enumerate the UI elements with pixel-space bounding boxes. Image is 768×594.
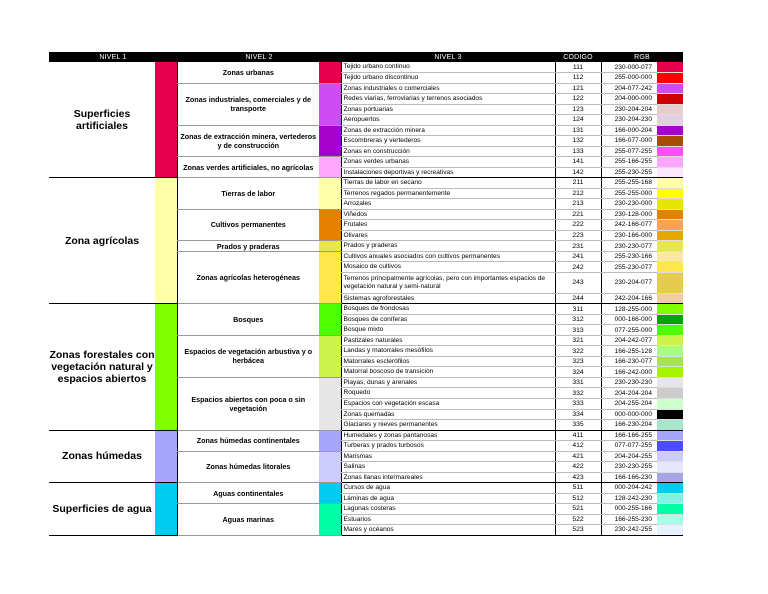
color-swatch [657,230,683,241]
nivel3-label: Zonas de extracción minera [341,125,555,136]
nivel2-label: Zonas de extracción minera, vertederos y de construcción [177,125,319,157]
nivel3-label: Lagunas costeras [341,504,555,515]
rgb-cell: 204-077-242 [601,83,657,94]
nivel2-label: Aguas marinas [177,504,319,536]
color-swatch [657,430,683,441]
rgb-cell: 230-230-077 [601,241,657,252]
nivel2-label: Bosques [177,304,319,336]
codigo-cell: 334 [555,409,601,420]
nivel1-swatch [155,304,177,430]
rgb-cell: 230-204-077 [601,272,657,293]
color-swatch [657,514,683,525]
codigo-cell: 324 [555,367,601,378]
codigo-cell: 112 [555,73,601,84]
rgb-cell: 230-166-000 [601,230,657,241]
nivel3-label: Zonas verdes urbanas [341,157,555,168]
nivel2-label: Espacios de vegetación arbustiva y o herbácea [177,335,319,377]
color-swatch [657,493,683,504]
codigo-cell: 212 [555,188,601,199]
codigo-cell: 222 [555,220,601,231]
color-swatch [657,409,683,420]
nivel2-label: Zonas industriales, comerciales y de transporte [177,83,319,125]
nivel2-swatch [319,157,341,178]
codigo-cell: 311 [555,304,601,315]
codigo-cell: 241 [555,251,601,262]
codigo-cell: 523 [555,525,601,536]
color-swatch [657,115,683,126]
color-swatch [657,504,683,515]
header-nivel2: NIVEL 2 [177,52,341,62]
rgb-cell: 230-230-000 [601,199,657,210]
color-swatch [657,367,683,378]
nivel1-label: Zona agrícolas [49,178,155,304]
nivel2-label: Zonas húmedas litorales [177,451,319,483]
nivel2-label: Prados y praderas [177,241,319,252]
color-swatch [657,472,683,483]
nivel2-swatch [319,62,341,83]
codigo-cell: 124 [555,115,601,126]
color-swatch [657,188,683,199]
header-rgb: RGB [601,52,683,62]
codigo-cell: 243 [555,272,601,293]
nivel3-label: Escombreras y vertederos [341,136,555,147]
color-swatch [657,167,683,178]
nivel2-swatch [319,451,341,483]
nivel2-swatch [319,83,341,125]
codigo-cell: 221 [555,209,601,220]
rgb-cell: 230-204-230 [601,115,657,126]
nivel3-label: Playas, dunas y arenales [341,377,555,388]
rgb-cell: 255-230-255 [601,167,657,178]
nivel3-label: Bosque mixto [341,325,555,336]
rgb-cell: 128-242-230 [601,493,657,504]
nivel2-swatch [319,504,341,536]
header-codigo: CODIGO [555,52,601,62]
clc-legend-table [49,52,683,536]
nivel2-swatch [319,241,341,252]
table-row [49,62,683,73]
codigo-cell: 213 [555,199,601,210]
color-swatch [657,346,683,357]
color-swatch [657,262,683,273]
nivel3-label: Terrenos principalmente agrícolas, pero con importantes espacios de vegetación natural y semi-natural [341,272,555,293]
header-nivel3: NIVEL 3 [341,52,555,62]
nivel2-swatch [319,178,341,210]
rgb-cell: 166-255-128 [601,346,657,357]
codigo-cell: 244 [555,293,601,304]
codigo-cell: 122 [555,94,601,105]
color-swatch [657,209,683,220]
table-row [49,483,683,494]
color-swatch [657,136,683,147]
nivel3-label: Viñedos [341,209,555,220]
codigo-cell: 412 [555,441,601,452]
codigo-cell: 141 [555,157,601,168]
color-swatch [657,377,683,388]
nivel3-label: Arrozales [341,199,555,210]
color-swatch [657,388,683,399]
codigo-cell: 522 [555,514,601,525]
color-swatch [657,241,683,252]
rgb-cell: 230-230-255 [601,462,657,473]
rgb-cell: 166-166-255 [601,430,657,441]
codigo-cell: 512 [555,493,601,504]
nivel3-label: Bosques de frondosas [341,304,555,315]
nivel3-label: Turberas y prados turbosos [341,441,555,452]
codigo-cell: 123 [555,104,601,115]
nivel3-label: Roquedo [341,388,555,399]
rgb-cell: 000-166-000 [601,314,657,325]
color-swatch [657,399,683,410]
codigo-cell: 331 [555,377,601,388]
codigo-cell: 313 [555,325,601,336]
codigo-cell: 423 [555,472,601,483]
color-swatch [657,146,683,157]
nivel3-label: Tejido urbano discontinuo [341,73,555,84]
nivel3-label: Matorrales esclerófilos [341,356,555,367]
codigo-cell: 321 [555,335,601,346]
nivel3-label: Tierras de labor en secano [341,178,555,189]
rgb-cell: 204-242-077 [601,335,657,346]
color-swatch [657,199,683,210]
color-swatch [657,525,683,536]
nivel2-swatch [319,251,341,304]
nivel2-label: Aguas continentales [177,483,319,504]
color-swatch [657,94,683,105]
rgb-cell: 077-077-255 [601,441,657,452]
nivel3-label: Instalaciones deportivas y recreativas [341,167,555,178]
color-swatch [657,157,683,168]
rgb-cell: 230-000-077 [601,62,657,73]
codigo-cell: 312 [555,314,601,325]
rgb-cell: 230-204-204 [601,104,657,115]
nivel1-swatch [155,62,177,178]
nivel3-label: Terrenos regados permanentemente [341,188,555,199]
codigo-cell: 142 [555,167,601,178]
color-swatch [657,251,683,262]
codigo-cell: 521 [555,504,601,515]
color-swatch [657,104,683,115]
codigo-cell: 511 [555,483,601,494]
color-swatch [657,451,683,462]
nivel3-label: Aeropuertos [341,115,555,126]
color-swatch [657,335,683,346]
nivel3-label: Humedales y zonas pantanosas [341,430,555,441]
codigo-cell: 422 [555,462,601,473]
codigo-cell: 421 [555,451,601,462]
table-row [49,178,683,189]
header-nivel1: NIVEL 1 [49,52,177,62]
codigo-cell: 333 [555,399,601,410]
nivel3-label: Zonas industriales o comerciales [341,83,555,94]
rgb-cell: 230-128-000 [601,209,657,220]
color-swatch [657,462,683,473]
codigo-cell: 133 [555,146,601,157]
color-swatch [657,83,683,94]
nivel2-swatch [319,430,341,451]
nivel1-label: Superficies artificiales [49,62,155,178]
table-body [49,62,683,535]
color-swatch [657,220,683,231]
color-swatch [657,304,683,315]
nivel3-label: Matorral boscoso de transición [341,367,555,378]
codigo-cell: 231 [555,241,601,252]
codigo-cell: 411 [555,430,601,441]
rgb-cell: 242-204-166 [601,293,657,304]
nivel2-swatch [319,335,341,377]
nivel3-label: Estuarios [341,514,555,525]
rgb-cell: 166-230-077 [601,356,657,367]
nivel3-label: Láminas de agua [341,493,555,504]
nivel3-label: Espacios con vegetación escasa [341,399,555,410]
rgb-cell: 204-204-255 [601,451,657,462]
nivel2-label: Zonas húmedas continentales [177,430,319,451]
rgb-cell: 255-000-000 [601,73,657,84]
nivel2-label: Zonas verdes artificiales, no agrícolas [177,157,319,178]
nivel1-label: Superficies de agua [49,483,155,536]
color-swatch [657,293,683,304]
nivel3-label: Prados y praderas [341,241,555,252]
nivel3-label: Frutales [341,220,555,231]
nivel2-label: Cultivos permanentes [177,209,319,241]
color-swatch [657,420,683,431]
nivel2-label: Tierras de labor [177,178,319,210]
nivel3-label: Glaciares y nieves permanentes [341,420,555,431]
nivel1-swatch [155,430,177,483]
nivel3-label: Mares y océanos [341,525,555,536]
color-swatch [657,272,683,293]
nivel3-label: Zonas en construcción [341,146,555,157]
rgb-cell: 255-255-000 [601,188,657,199]
nivel2-swatch [319,125,341,157]
nivel3-label: Zonas quemadas [341,409,555,420]
codigo-cell: 335 [555,420,601,431]
color-swatch [657,483,683,494]
rgb-cell: 128-255-000 [601,304,657,315]
rgb-cell: 077-255-000 [601,325,657,336]
codigo-cell: 322 [555,346,601,357]
table-row [49,430,683,441]
nivel3-label: Sistemas agroforestales [341,293,555,304]
nivel1-swatch [155,178,177,304]
nivel3-label: Marismas [341,451,555,462]
codigo-cell: 131 [555,125,601,136]
codigo-cell: 211 [555,178,601,189]
color-swatch [657,356,683,367]
nivel2-swatch [319,304,341,336]
rgb-cell: 000-255-166 [601,504,657,515]
rgb-cell: 000-204-242 [601,483,657,494]
color-swatch [657,325,683,336]
rgb-cell: 230-230-230 [601,377,657,388]
nivel2-swatch [319,483,341,504]
color-swatch [657,125,683,136]
nivel1-label: Zonas forestales con vegetación natural y espacios abiertos [49,304,155,430]
nivel3-label: Salinas [341,462,555,473]
color-swatch [657,441,683,452]
nivel3-label: Mosaico de cultivos [341,262,555,273]
nivel2-label: Zonas urbanas [177,62,319,83]
nivel2-swatch [319,209,341,241]
nivel3-label: Zonas portuarias [341,104,555,115]
nivel2-label: Zonas agrícolas heterogéneas [177,251,319,304]
nivel3-label: Bosques de coníferas [341,314,555,325]
rgb-cell: 255-166-255 [601,157,657,168]
rgb-cell: 166-000-204 [601,125,657,136]
color-swatch [657,314,683,325]
codigo-cell: 121 [555,83,601,94]
rgb-cell: 204-000-000 [601,94,657,105]
nivel2-swatch [319,377,341,430]
rgb-cell: 000-000-000 [601,409,657,420]
rgb-cell: 166-166-230 [601,472,657,483]
codigo-cell: 111 [555,62,601,73]
rgb-cell: 166-230-204 [601,420,657,431]
nivel3-label: Olivares [341,230,555,241]
codigo-cell: 223 [555,230,601,241]
nivel2-label: Espacios abiertos con poca o sin vegetación [177,377,319,430]
color-swatch [657,62,683,73]
codigo-cell: 242 [555,262,601,273]
table-row [49,304,683,315]
codigo-cell: 132 [555,136,601,147]
rgb-cell: 255-230-166 [601,251,657,262]
rgb-cell: 204-255-204 [601,399,657,410]
codigo-cell: 323 [555,356,601,367]
nivel3-label: Tejido urbano continuo [341,62,555,73]
nivel3-label: Redes viarias, ferroviarias y terrenos asociados [341,94,555,105]
rgb-cell: 230-242-255 [601,525,657,536]
color-swatch [657,73,683,84]
nivel1-swatch [155,483,177,536]
header-row [49,52,683,62]
nivel3-label: Zonas llanas intermareales [341,472,555,483]
color-swatch [657,178,683,189]
rgb-cell: 166-077-000 [601,136,657,147]
rgb-cell: 255-230-077 [601,262,657,273]
nivel1-label: Zonas húmedas [49,430,155,483]
rgb-cell: 242-166-077 [601,220,657,231]
rgb-cell: 204-204-204 [601,388,657,399]
rgb-cell: 166-255-230 [601,514,657,525]
nivel3-label: Cursos de agua [341,483,555,494]
codigo-cell: 332 [555,388,601,399]
rgb-cell: 255-077-255 [601,146,657,157]
rgb-cell: 255-255-168 [601,178,657,189]
rgb-cell: 166-242-000 [601,367,657,378]
nivel3-label: Cultivos anuales asociados con cultivos permanentes [341,251,555,262]
nivel3-label: Pastizales naturales [341,335,555,346]
nivel3-label: Landas y matorrales mesófilos [341,346,555,357]
